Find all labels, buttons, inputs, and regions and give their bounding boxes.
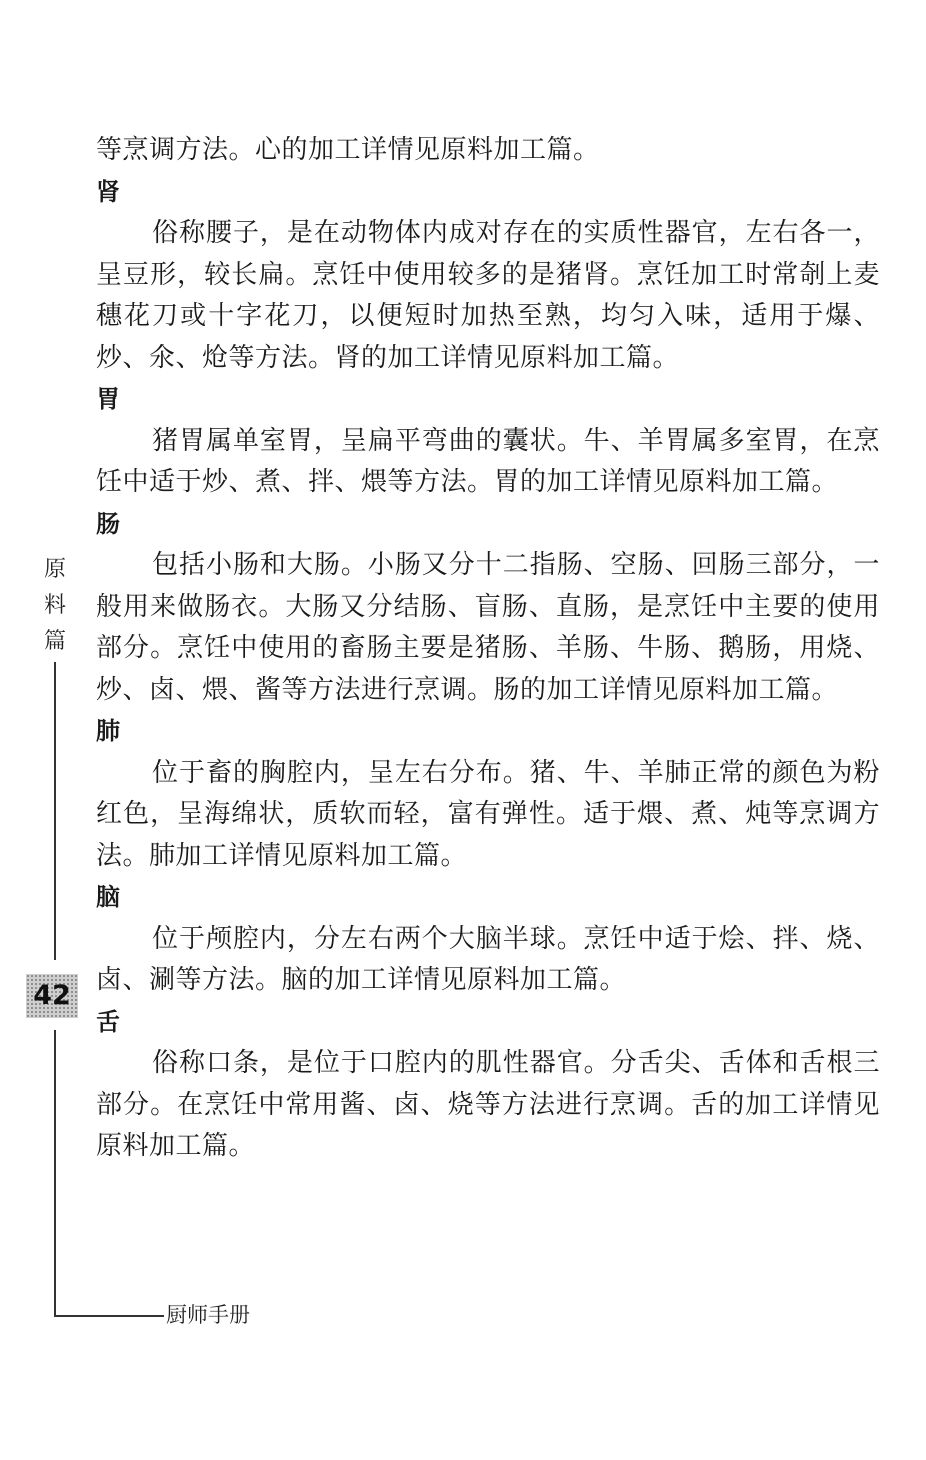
section-text-kidney: 俗称腰子，是在动物体内成对存在的实质性器官，左右各一，呈豆形，较长扁。烹饪中使用较多的是猪肾。烹饪加工时常剞上麦穗花刀或十字花刀，以便短时加热至熟，均匀入味，适用于爆、炒、氽、炝等方法。肾的加工详情见原料加工篇。	[96, 218, 880, 373]
section-text-stomach: 猪胃属单室胃，呈扁平弯曲的囊状。牛、羊胃属多室胃，在烹饪中适于炒、煮、拌、煨等方法。胃的加工详情见原料加工篇。	[96, 425, 880, 497]
section-heading-intestine: 肠	[96, 509, 121, 538]
section-text-lung: 位于畜的胸腔内，呈左右分布。猪、牛、羊肺正常的颜色为粉红色，呈海绵状，质软而轻，富有弹性。适于煨、煮、炖等烹调方法。肺加工详情见原料加工篇。	[96, 757, 880, 871]
section-text-brain: 位于颅腔内，分左右两个大脑半球。烹饪中适于烩、拌、烧、卤、涮等方法。脑的加工详情见原料加工篇。	[96, 923, 880, 995]
side-rule-lower	[54, 1030, 56, 1316]
section-side-label	[40, 552, 70, 660]
section-heading-stomach: 胃	[96, 385, 121, 413]
side-label-char-1: 原	[43, 557, 66, 582]
side-label-char-2: 料	[43, 593, 66, 618]
section-heading-kidney: 肾	[96, 177, 121, 206]
section-heading-brain: 脑	[96, 883, 121, 911]
section-heading-lung: 肺	[96, 717, 121, 745]
continuation-paragraph: 等烹调方法。心的加工详情见原料加工篇。	[96, 135, 600, 165]
page-body	[96, 130, 880, 1168]
section-text-tongue: 俗称口条，是位于口腔内的肌性器官。分舌尖、舌体和舌根三部分。在烹饪中常用酱、卤、烧等方法进行烹调。舌的加工详情见原料加工篇。	[96, 1048, 880, 1161]
side-rule-upper	[54, 662, 56, 960]
section-text-intestine: 包括小肠和大肠。小肠又分十二指肠、空肠、回肠三部分，一般用来做肠衣。大肠又分结肠、盲肠、直肠，是烹饪中主要的使用部分。烹饪中使用的畜肠主要是猪肠、羊肠、牛肠、鹅肠，用烧、炒、卤、煨、酱等方法进行烹调。肠的加工详情见原料加工篇。	[96, 550, 880, 705]
side-label-char-3: 篇	[43, 629, 66, 654]
page-number-badge: 42	[26, 974, 78, 1018]
footer-book-title: 厨师手册	[166, 1303, 250, 1327]
section-heading-tongue: 舌	[96, 1007, 121, 1036]
footer-rule	[54, 1315, 164, 1317]
